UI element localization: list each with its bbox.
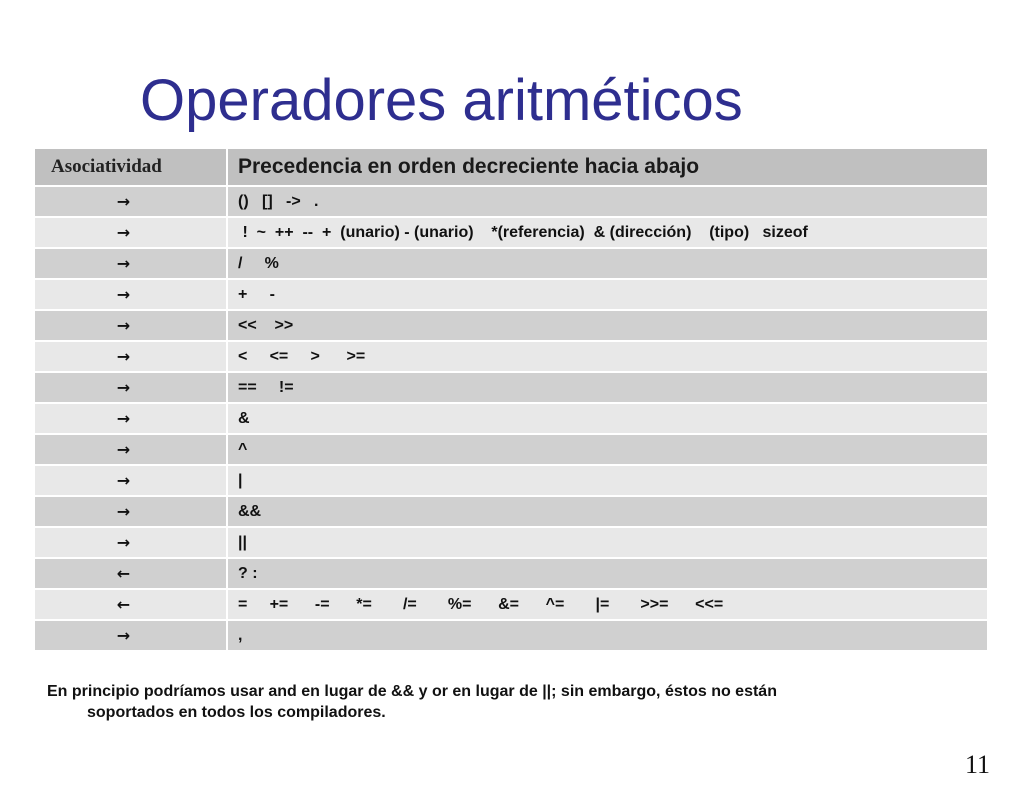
table-row <box>35 465 987 496</box>
table-row <box>35 279 987 310</box>
precedence-header: Precedencia en orden decreciente hacia abajo <box>227 149 987 186</box>
table-row <box>35 589 987 620</box>
table-row <box>35 186 987 217</box>
associativity-arrow-icon: → <box>35 434 227 465</box>
operators-cell: || <box>227 527 987 558</box>
slide-title: Operadores aritméticos <box>140 68 743 133</box>
table-row <box>35 558 987 589</box>
table-row <box>35 248 987 279</box>
operators-cell: < <= > >= <box>227 341 987 372</box>
associativity-arrow-icon: → <box>35 279 227 310</box>
operators-cell: () [] -> . <box>227 186 987 217</box>
operators-cell: + - <box>227 279 987 310</box>
operators-cell: / % <box>227 248 987 279</box>
table-row <box>35 527 987 558</box>
operators-cell: = += -= *= /= %= &= ^= |= >>= <<= <box>227 589 987 620</box>
table-row <box>35 403 987 434</box>
operators-cell: == != <box>227 372 987 403</box>
associativity-arrow-icon: → <box>35 248 227 279</box>
associativity-arrow-icon: → <box>35 186 227 217</box>
page-number: 11 <box>964 750 990 779</box>
operators-cell: ^ <box>227 434 987 465</box>
operators-cell: , <box>227 620 987 651</box>
operator-precedence-table <box>35 149 987 652</box>
operators-cell: ! ~ ++ -- + (unario) - (unario) *(referencia) & (dirección) (tipo) sizeof <box>227 217 987 248</box>
associativity-arrow-icon: ← <box>35 558 227 589</box>
associativity-arrow-icon: → <box>35 527 227 558</box>
table-row <box>35 217 987 248</box>
associativity-arrow-icon: → <box>35 310 227 341</box>
associativity-arrow-icon: → <box>35 372 227 403</box>
associativity-arrow-icon: → <box>35 465 227 496</box>
table-header-row <box>35 149 987 186</box>
associativity-arrow-icon: → <box>35 496 227 527</box>
table-row <box>35 372 987 403</box>
footnote-line-2: soportados en todos los compiladores. <box>87 704 386 721</box>
table-row <box>35 620 987 651</box>
table-row <box>35 496 987 527</box>
associativity-arrow-icon: → <box>35 620 227 651</box>
operators-cell: & <box>227 403 987 434</box>
table-row <box>35 434 987 465</box>
operators-cell: && <box>227 496 987 527</box>
associativity-arrow-icon: → <box>35 217 227 248</box>
footnote-line-1: En principio podríamos usar and en lugar de && y or en lugar de ||; sin embargo, éstos no están <box>47 683 777 700</box>
associativity-arrow-icon: → <box>35 341 227 372</box>
table-row <box>35 341 987 372</box>
footnote <box>47 681 997 723</box>
table-row <box>35 310 987 341</box>
operators-cell: ? : <box>227 558 987 589</box>
associativity-arrow-icon: ← <box>35 589 227 620</box>
associativity-header: Asociatividad <box>35 149 227 186</box>
associativity-arrow-icon: → <box>35 403 227 434</box>
operators-cell: | <box>227 465 987 496</box>
operators-cell: << >> <box>227 310 987 341</box>
